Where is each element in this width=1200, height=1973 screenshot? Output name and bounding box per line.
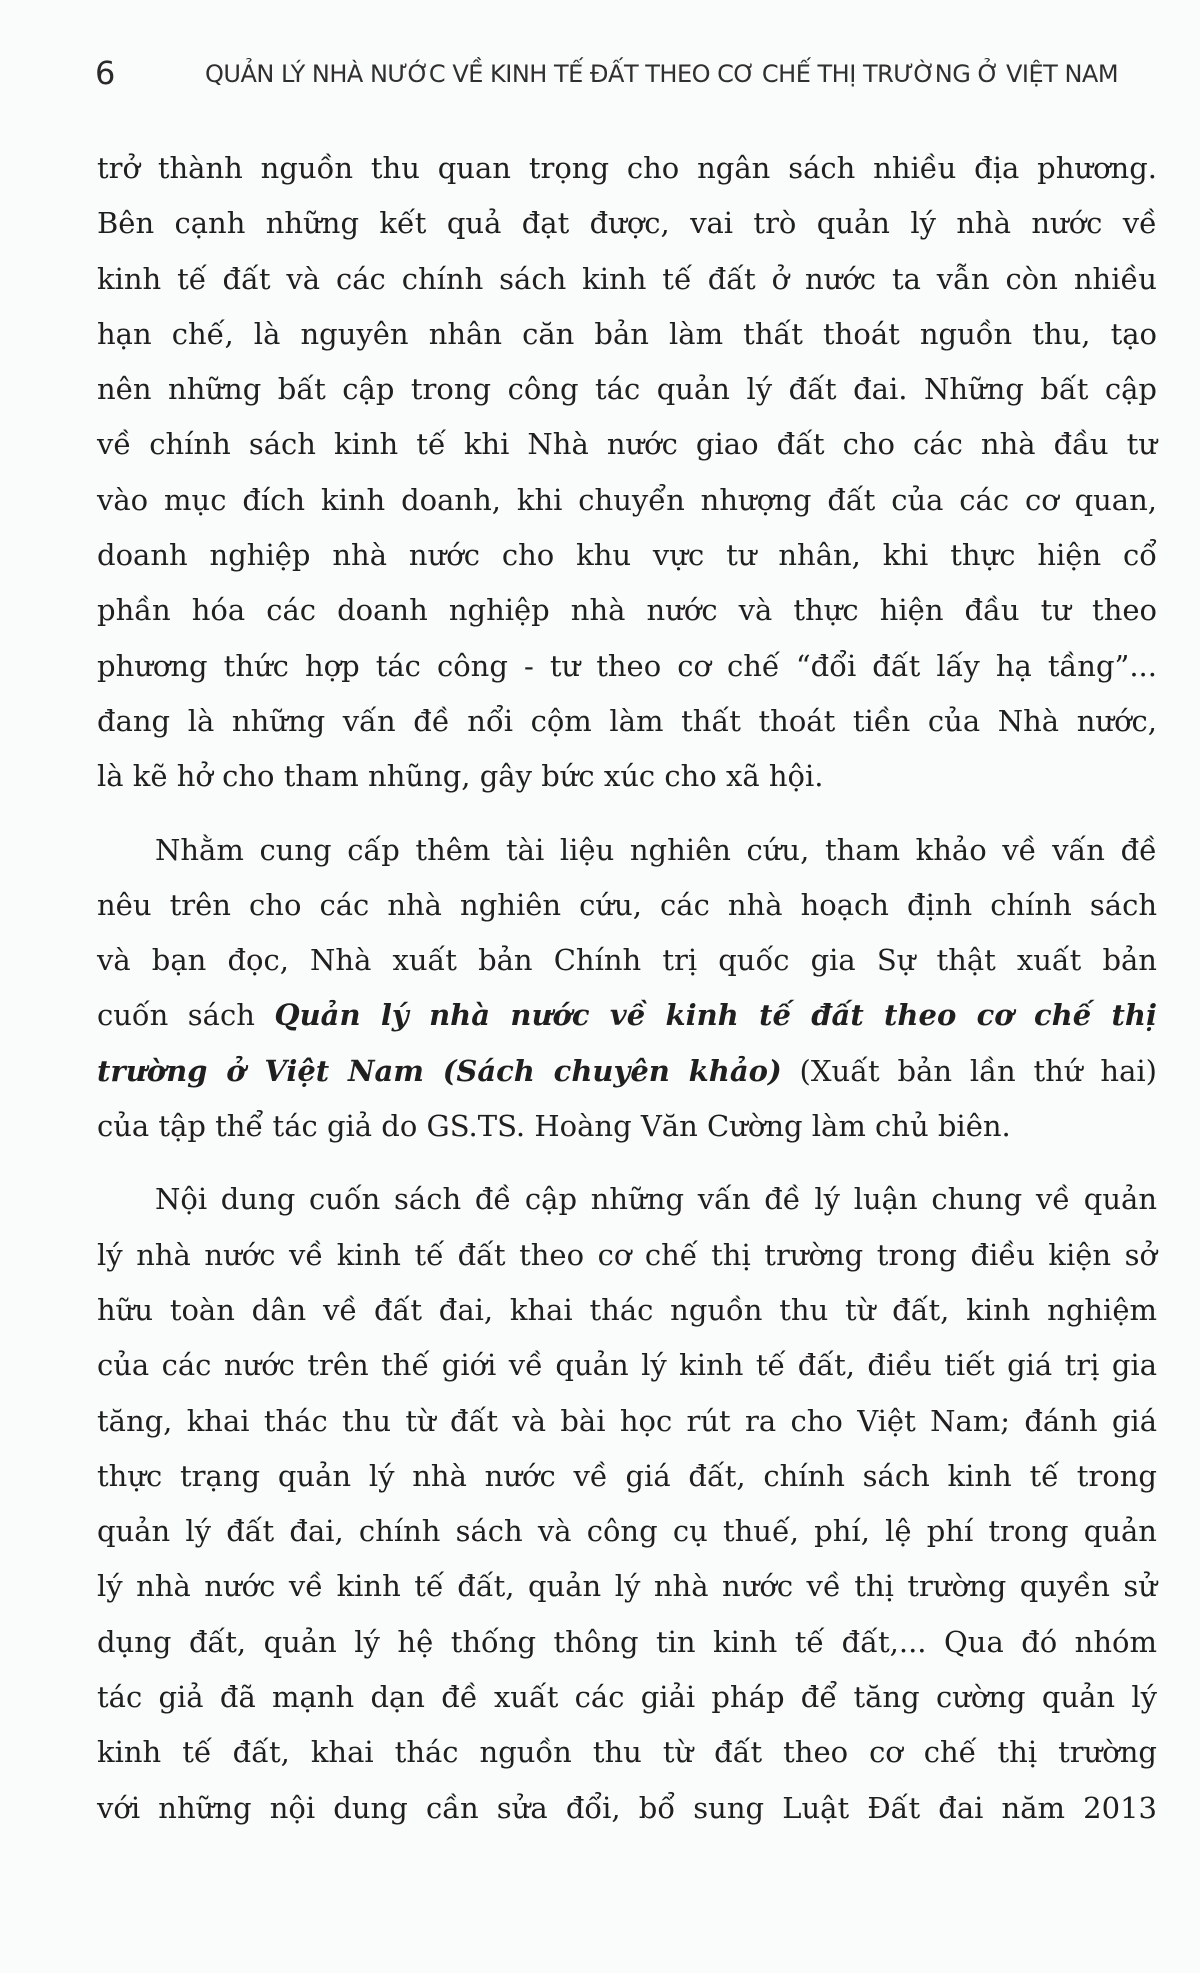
paragraph-3 — [97, 1172, 1157, 1836]
text-line: hữu toàn dân về đất đai, khai thác nguồn thu từ đất, kinh nghiệm — [97, 1292, 1157, 1327]
text-line: của các nước trên thế giới về quản lý kinh tế đất, điều tiết giá trị gia — [97, 1348, 1157, 1383]
text-line: về chính sách kinh tế khi Nhà nước giao đất cho các nhà đầu tư — [97, 427, 1157, 462]
body-text — [97, 141, 1157, 1836]
text-line: phương thức hợp tác công - tư theo cơ chế “đổi đất lấy hạ tầng”... — [97, 648, 1157, 683]
text-line: và bạn đọc, Nhà xuất bản Chính trị quốc gia Sự thật xuất bản — [97, 943, 1157, 978]
paragraph-1 — [97, 141, 1157, 805]
text-line — [97, 988, 1157, 1043]
text-fragment: cuốn sách — [97, 998, 275, 1033]
book-title: trường ở Việt Nam (Sách chuyên khảo) — [97, 1053, 782, 1088]
text-line: tác giả đã mạnh dạn đề xuất các giải pháp để tăng cường quản lý — [97, 1680, 1157, 1715]
text-line: vào mục đích kinh doanh, khi chuyển nhượng đất của các cơ quan, — [97, 482, 1157, 517]
text-line: Nội dung cuốn sách đề cập những vấn đề lý luận chung về quản — [155, 1182, 1157, 1217]
text-line: của tập thể tác giả do GS.TS. Hoàng Văn Cường làm chủ biên. — [97, 1109, 1011, 1144]
text-line: lý nhà nước về kinh tế đất, quản lý nhà nước về thị trường quyền sử — [97, 1569, 1157, 1604]
text-line: đang là những vấn đề nổi cộm làm thất thoát tiền của Nhà nước, — [97, 703, 1157, 738]
text-line: lý nhà nước về kinh tế đất theo cơ chế thị trường trong điều kiện sở — [97, 1237, 1157, 1272]
book-title: Quản lý nhà nước về kinh tế đất theo cơ chế thị — [274, 998, 1157, 1033]
page-number: 6 — [95, 54, 116, 92]
text-line: Nhằm cung cấp thêm tài liệu nghiên cứu, tham khảo về vấn đề — [155, 832, 1157, 867]
text-line: phần hóa các doanh nghiệp nhà nước và thực hiện đầu tư theo — [97, 593, 1157, 628]
running-title: QUẢN LÝ NHÀ NƯỚC VỀ KINH TẾ ĐẤT THEO CƠ CHẾ THỊ TRƯỜNG Ở VIỆT NAM — [205, 60, 1119, 88]
text-line — [97, 1044, 1157, 1099]
text-line: kinh tế đất, khai thác nguồn thu từ đất theo cơ chế thị trường — [97, 1735, 1157, 1770]
text-line: thực trạng quản lý nhà nước về giá đất, chính sách kinh tế trong — [97, 1458, 1157, 1493]
page-header — [95, 54, 1119, 100]
text-line: dụng đất, quản lý hệ thống thông tin kinh tế đất,... Qua đó nhóm — [97, 1624, 1157, 1659]
text-line: doanh nghiệp nhà nước cho khu vực tư nhân, khi thực hiện cổ — [97, 538, 1157, 573]
text-line: quản lý đất đai, chính sách và công cụ thuế, phí, lệ phí trong quản — [97, 1514, 1157, 1549]
text-line: trở thành nguồn thu quan trọng cho ngân sách nhiều địa phương. — [97, 151, 1157, 185]
paragraph-2 — [97, 823, 1157, 1155]
text-line: nêu trên cho các nhà nghiên cứu, các nhà hoạch định chính sách — [97, 887, 1157, 922]
text-line: là kẽ hở cho tham nhũng, gây bức xúc cho xã hội. — [97, 759, 824, 794]
text-line: nên những bất cập trong công tác quản lý đất đai. Những bất cập — [97, 372, 1157, 407]
text-line: Bên cạnh những kết quả đạt được, vai trò quản lý nhà nước về — [97, 206, 1157, 241]
text-line: với những nội dung cần sửa đổi, bổ sung Luật Đất đai năm 2013 — [97, 1790, 1157, 1825]
text-line: kinh tế đất và các chính sách kinh tế đất ở nước ta vẫn còn nhiều — [97, 261, 1157, 296]
text-line: hạn chế, là nguyên nhân căn bản làm thất thoát nguồn thu, tạo — [97, 316, 1157, 351]
text-fragment: (Xuất bản lần thứ hai) — [781, 1053, 1157, 1088]
text-line: tăng, khai thác thu từ đất và bài học rút ra cho Việt Nam; đánh giá — [97, 1403, 1157, 1438]
